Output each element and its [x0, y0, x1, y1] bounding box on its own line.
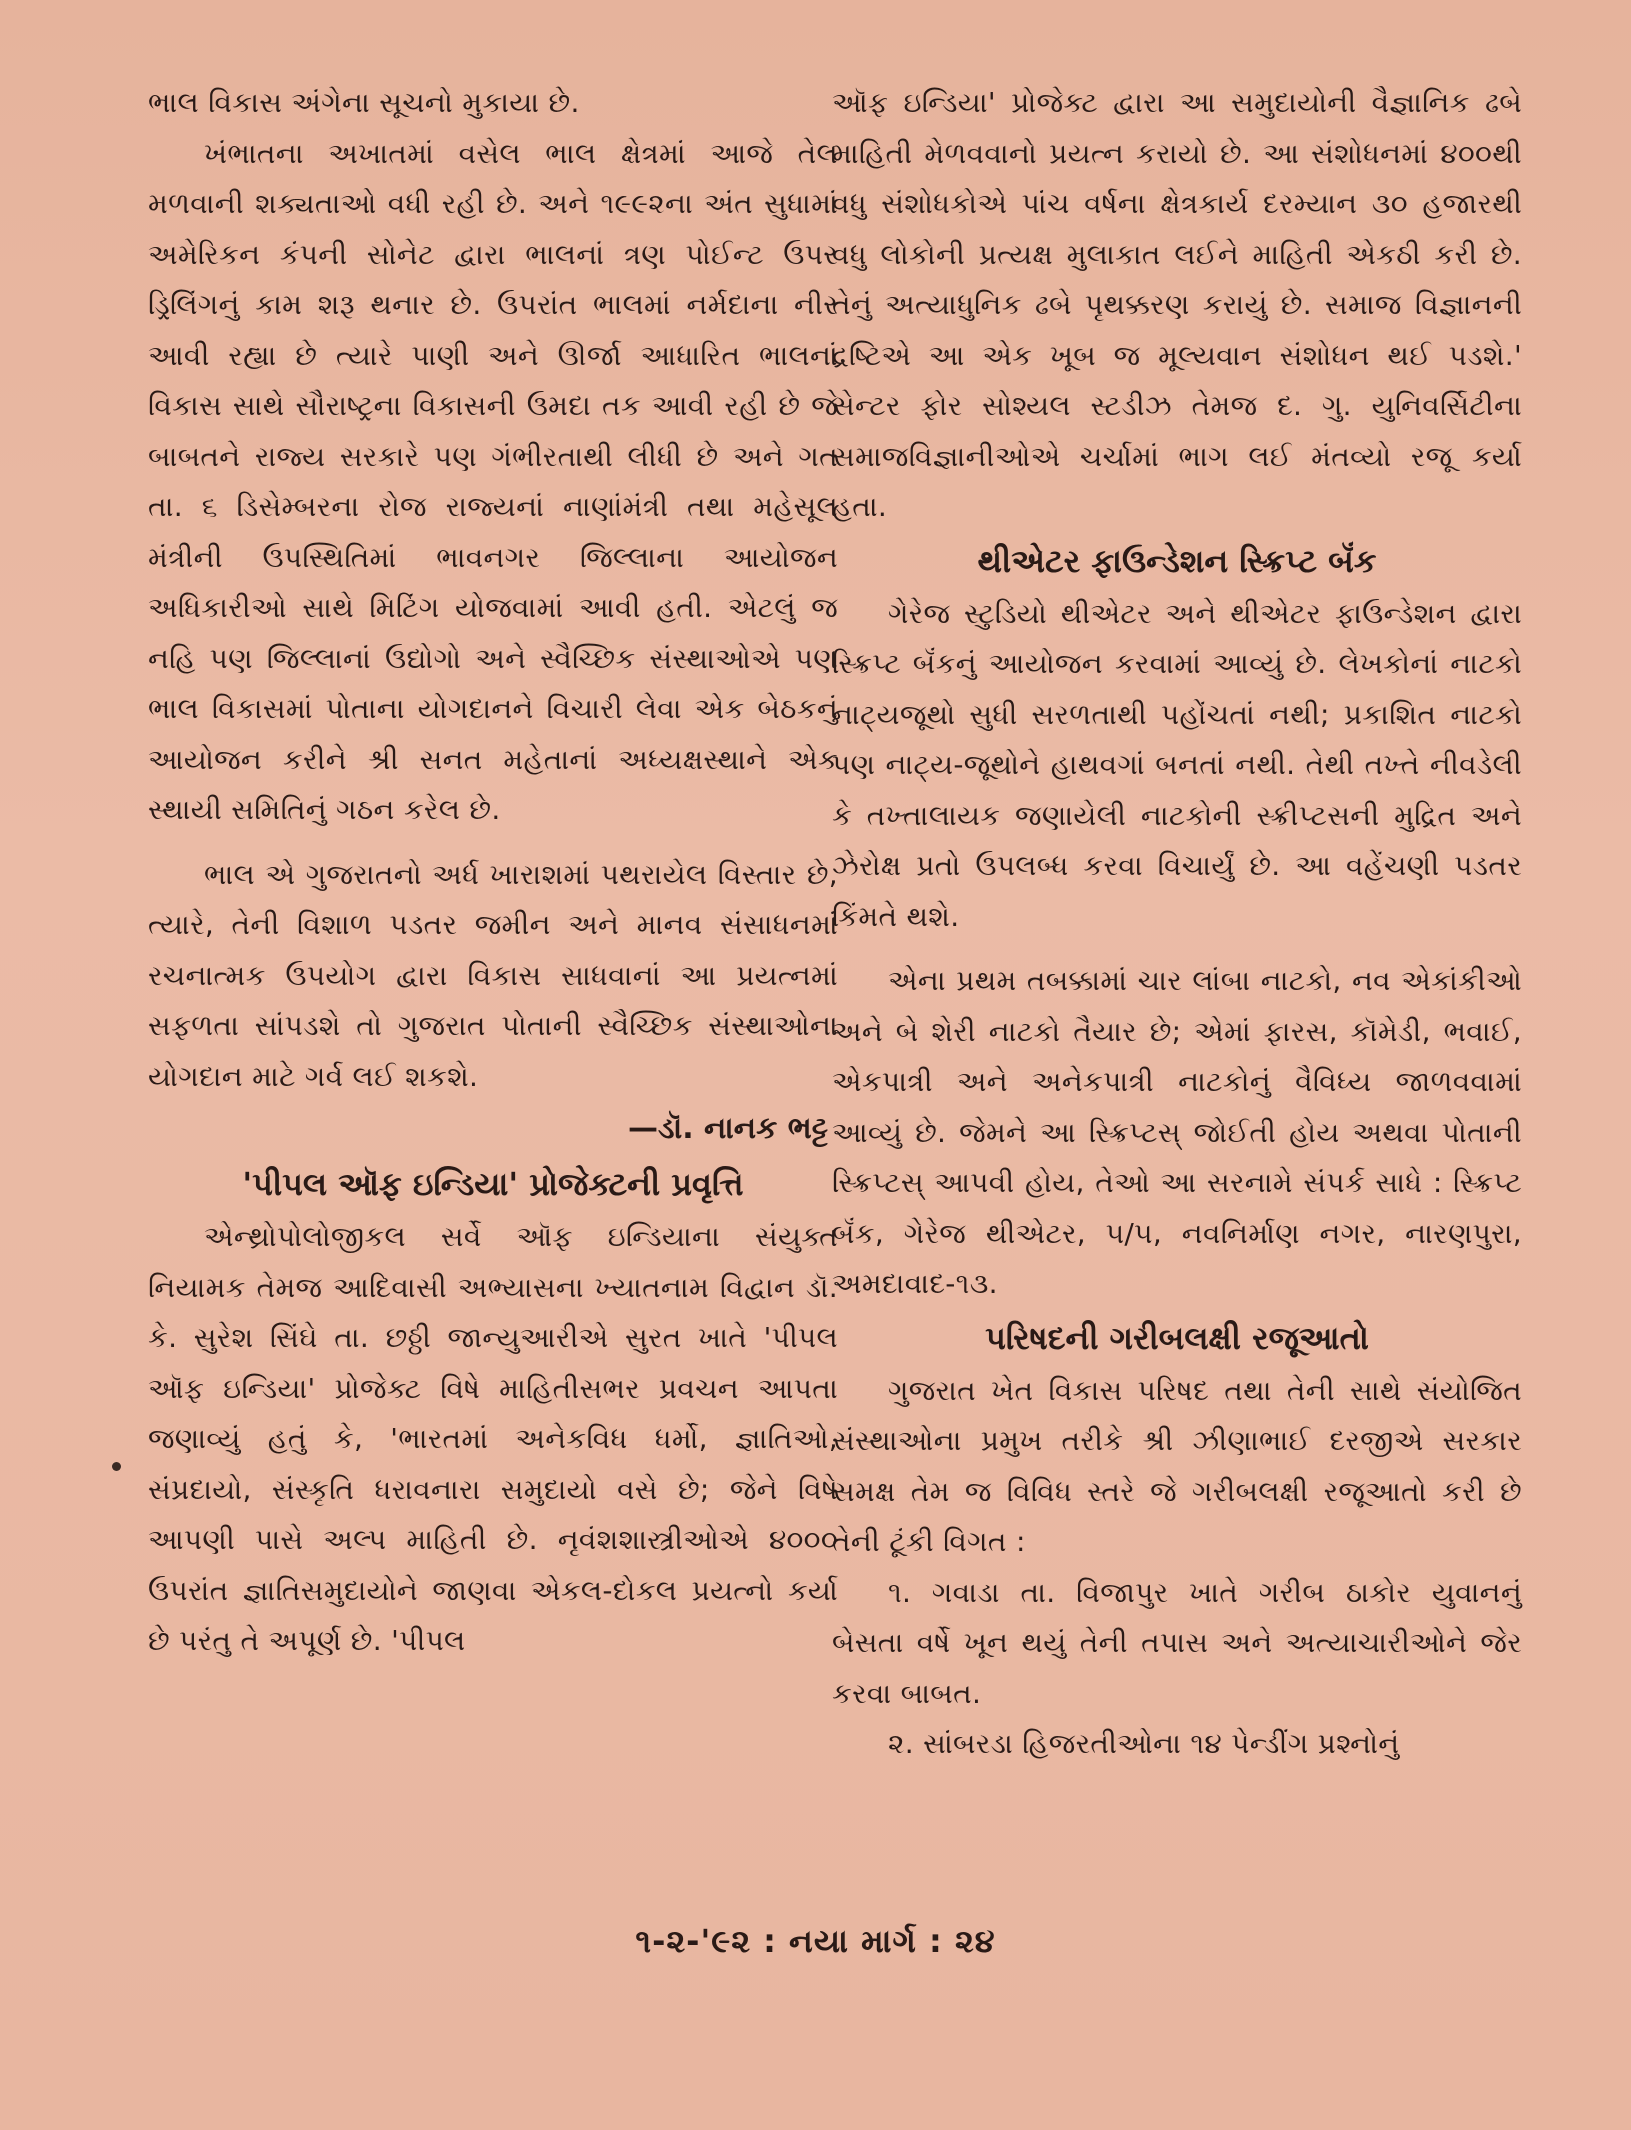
right-paragraph-5: ૧. ગવાડા તા. વિજાપુર ખાતે ગરીબ ઠાકોર યુવાનનું બેસતા વર્ષે ખૂન થયું તેની તપાસ અને અત્યાચારીઓને જેર કરવા બાબત. [832, 1575, 1522, 1710]
left-column [148, 78, 838, 1667]
page-footer: ૧-૨-'૯૨ : નયા માર્ગ : ૨૪ [635, 1922, 996, 1960]
left-paragraph-1: ભાલ વિકાસ અંગેના સૂચનો મુકાયા છે. [148, 86, 580, 119]
margin-mark [112, 1462, 121, 1471]
right-paragraph-3: એના પ્રથમ તબક્કામાં ચાર લાંબા નાટકો, નવ એકાંકીઓ અને બે શેરી નાટકો તૈયાર છે; એમાં ફારસ, કૉમેડી, ભવાઈ, એકપાત્રી અને અનેકપાત્રી નાટકોનું વૈવિધ્ય જાળવવામાં આવ્યું છે. જેમને આ સ્ક્રિપ્ટસ્ જોઈતી હોય અથવા પોતાની સ્ક્રિપ્ટસ્ આપવી હોય, તેઓ આ સરનામે સંપર્ક સાધે : સ્ક્રિપ્ટ બૅંક, ગેરેજ થીએટર, ૫/૫, નવનિર્માણ નગર, નારણપુરા, અમદાવાદ-૧૩. [832, 964, 1522, 1300]
author-byline: —ડૉ. નાનક ભટ્ટ [628, 1111, 828, 1146]
right-paragraph-1: ઑફ ઇન્ડિયા' પ્રોજેક્ટ દ્વારા આ સમુદાયોની વૈજ્ઞાનિક ઢબે માહિતી મેળવવાનો પ્રયત્ન કરાયો છે. આ સંશોધનમાં ૪૦૦થી વધુ સંશોધકોએ પાંચ વર્ષના ક્ષેત્રકાર્ય દરમ્યાન ૩૦ હજારથી વધુ લોકોની પ્રત્યક્ષ મુલાકાત લઈને માહિતી એકઠી કરી છે. તેનું અત્યાધુનિક ઢબે પૃથક્કરણ કરાયું છે. સમાજ વિજ્ઞાનની દ્રષ્ટિએ આ એક ખૂબ જ મૂલ્યવાન સંશોધન થઈ પડશે.' સેન્ટર ફોર સોશ્યલ સ્ટડીઝ તેમજ દ. ગુ. યુનિવર્સિટીના સમાજવિજ્ઞાનીઓએ ચર્ચામાં ભાગ લઈ મંતવ્યો રજૂ કર્યા હતા. [832, 86, 1522, 523]
section-heading-people-of-india: 'પીપલ ઑફ ઇન્ડિયા' પ્રોજેક્ટની પ્રવૃત્તિ [242, 1165, 744, 1203]
right-paragraph-2: ગેરેજ સ્ટુડિયો થીએટર અને થીએટર ફાઉન્ડેશન દ્વારા સ્ક્રિપ્ટ બૅંકનું આયોજન કરવામાં આવ્યું છે. લેખકોનાં નાટકો નાટ્યજૂથો સુધી સરળતાથી પહોંચતાં નથી; પ્રકાશિત નાટકો પણ નાટ્ય-જૂથોને હાથવગાં બનતાં નથી. તેથી તખ્તે નીવડેલી કે તખ્તાલાયક જણાયેલી નાટકોની સ્ક્રીપ્ટસની મુદ્રિત અને ઝેરોક્ષ પ્રતો ઉપલબ્ધ કરવા વિચાર્યું છે. આ વહેંચણી પડતર કિંમતે થશે. [832, 596, 1522, 933]
right-column [832, 78, 1522, 1770]
right-paragraph-6: ૨. સાંબરડા હિજરતીઓના ૧૪ પેન્ડીંગ પ્રશ્નોનું [888, 1727, 1400, 1760]
left-paragraph-4: એન્થ્રોપોલોજીકલ સર્વે ઑફ ઇન્ડિયાના સંયુક્ત નિયામક તેમજ આદિવાસી અભ્યાસના ખ્યાતનામ વિદ્વાન ડૉ. કે. સુરેશ સિંઘે તા. છઠ્ઠી જાન્યુઆરીએ સુરત ખાતે 'પીપલ ઑફ ઇન્ડિયા' પ્રોજેક્ટ વિષે માહિતીસભર પ્રવચન આપતા જણાવ્યું હતું કે, 'ભારતમાં અનેકવિધ ધર્મો, જ્ઞાતિઓ, સંપ્રદાયો, સંસ્કૃતિ ધરાવનારા સમુદાયો વસે છે; જેને વિષે આપણી પાસે અલ્પ માહિતી છે. નૃવંશશાસ્ત્રીઓએ ૪૦૦૦ ઉપરાંત જ્ઞાતિસમુદાયોને જાણવા એકલ-દોકલ પ્રયત્નો કર્યા છે પરંતુ તે અપૂર્ણ છે. 'પીપલ [148, 1220, 838, 1657]
left-paragraph-3: ભાલ એ ગુજરાતનો અર્ધ ખારાશમાં પથરાયેલ વિસ્તાર છે, ત્યારે, તેની વિશાળ પડતર જમીન અને માનવ સંસાધનમાં રચનાત્મક ઉપયોગ દ્વારા વિકાસ સાધવાનાં આ પ્રયત્નમાં સફળતા સાંપડશે તો ગુજરાત પોતાની સ્વૈચ્છિક સંસ્થાઓના યોગદાન માટે ગર્વ લઈ શકશે. [148, 857, 838, 1093]
section-heading-script-bank: થીએટર ફાઉન્ડેશન સ્ક્રિપ્ટ બૅંક [977, 541, 1377, 580]
left-paragraph-2: ખંભાતના અખાતમાં વસેલ ભાલ ક્ષેત્રમાં આજે તેલ મળવાની શક્યતાઓ વધી રહી છે. અને ૧૯૯૨ના અંત સુધામાં અમેરિકન કંપની સોનેટ દ્વારા ભાલનાં ત્રણ પોઈન્ટ ઉપર ડ્રિલિંગનું કામ શરૂ થનાર છે. ઉપરાંત ભાલમાં નર્મદાના નીર આવી રહ્યા છે ત્યારે પાણી અને ઊર્જા આધારિત ભાલનાં વિકાસ સાથે સૌરાષ્ટ્રના વિકાસની ઉમદા તક આવી રહી છે જે બાબતને રાજ્ય સરકારે પણ ગંભીરતાથી લીધી છે અને ગત તા. ૬ ડિસેમ્બરના રોજ રાજ્યનાં નાણાંમંત્રી તથા મહેસૂલ મંત્રીની ઉપસ્થિતિમાં ભાવનગર જિલ્લાના આયોજન અધિકારીઓ સાથે મિટિંગ યોજવામાં આવી હતી. એટલું જ નહિ પણ જિલ્લાનાં ઉદ્યોગો અને સ્વૈચ્છિક સંસ્થાઓએ પણ ભાલ વિકાસમાં પોતાના યોગદાનને વિચારી લેવા એક બેઠકનું આયોજન કરીને શ્રી સનત મહેતાનાં અધ્યક્ષસ્થાને એક સ્થાયી સમિતિનું ગઠન કરેલ છે. [148, 136, 838, 826]
right-paragraph-4: ગુજરાત ખેત વિકાસ પરિષદ તથા તેની સાથે સંયોજિત સંસ્થાઓના પ્રમુખ તરીકે શ્રી ઝીણાભાઈ દરજીએ સરકાર સમક્ષ તેમ જ વિવિધ સ્તરે જે ગરીબલક્ષી રજૂઆતો કરી છે તેની ટૂંકી વિગત : [832, 1373, 1522, 1558]
section-heading-parishad: પરિષદની ગરીબલક્ષી રજૂઆતો [985, 1318, 1369, 1357]
